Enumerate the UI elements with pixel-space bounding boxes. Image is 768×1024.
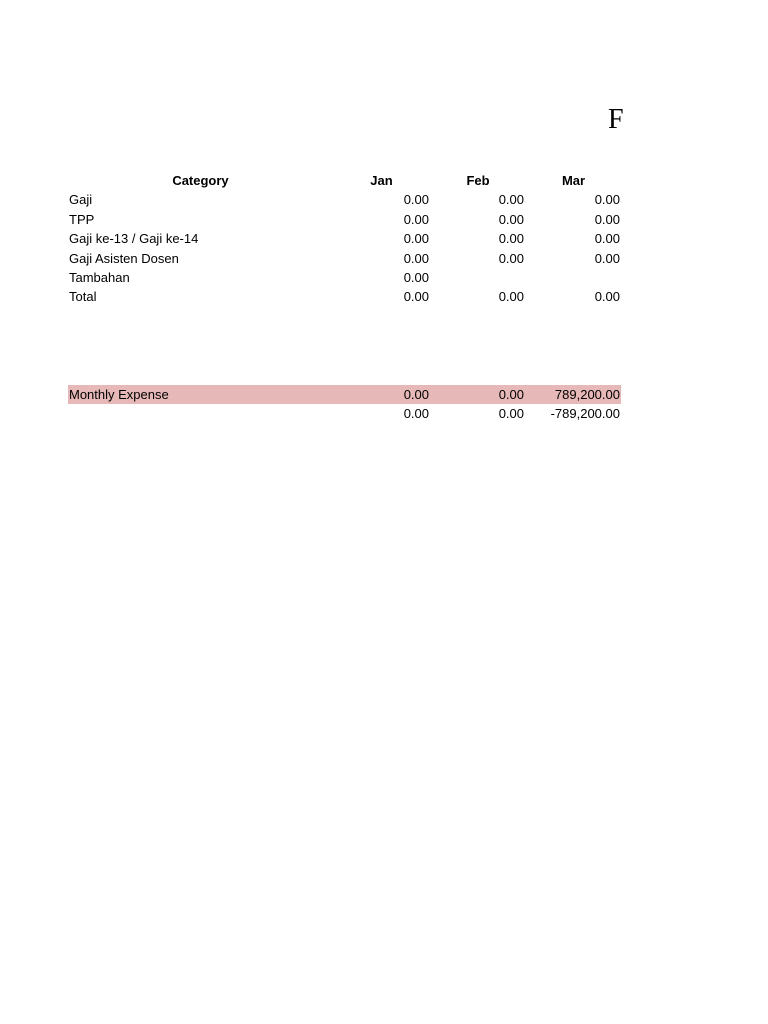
row-feb: 0.00 [498, 250, 524, 266]
row-mar: 0.00 [594, 250, 620, 266]
balance-feb: 0.00 [498, 406, 524, 422]
row-mar: 0.00 [594, 289, 620, 305]
header-feb: Feb [466, 173, 490, 188]
row-jan: 0.00 [403, 289, 429, 305]
balance-jan: 0.00 [403, 406, 429, 422]
expense-jan: 0.00 [403, 386, 429, 402]
row-category: Gaji [69, 192, 93, 208]
balance-label [69, 404, 329, 423]
header-jan: Jan [370, 173, 393, 188]
header-mar: Mar [561, 173, 586, 188]
row-category: Total [69, 289, 97, 305]
header-category: Category [172, 173, 229, 188]
expense-feb: 0.00 [498, 386, 524, 402]
table-row [68, 268, 621, 287]
row-mar [524, 268, 620, 287]
row-feb: 0.00 [498, 192, 524, 208]
table-row [68, 229, 621, 248]
balance-row [68, 404, 621, 423]
report-title-fragment: F [608, 104, 624, 135]
table-row [68, 190, 621, 209]
income-table [68, 171, 621, 424]
row-feb: 0.00 [498, 211, 524, 227]
row-feb [429, 268, 524, 287]
row-category: Tambahan [69, 269, 130, 285]
row-mar: 0.00 [594, 192, 620, 208]
row-jan: 0.00 [403, 269, 429, 285]
row-category: Gaji ke-13 / Gaji ke-14 [69, 231, 199, 247]
table-row [68, 210, 621, 229]
expense-mar: 789,200.00 [554, 386, 620, 402]
blank-rows [68, 307, 621, 385]
table-row [68, 249, 621, 268]
table-header-row [68, 171, 621, 190]
row-category: TPP [69, 211, 95, 227]
monthly-expense-row [68, 385, 621, 404]
row-mar: 0.00 [594, 211, 620, 227]
row-jan: 0.00 [403, 250, 429, 266]
total-row [68, 287, 621, 306]
row-mar: 0.00 [594, 231, 620, 247]
row-jan: 0.00 [403, 192, 429, 208]
row-feb: 0.00 [498, 289, 524, 305]
balance-mar: -789,200.00 [550, 406, 620, 422]
row-jan: 0.00 [403, 211, 429, 227]
row-category: Gaji Asisten Dosen [69, 250, 179, 266]
expense-label: Monthly Expense [69, 386, 169, 402]
row-feb: 0.00 [498, 231, 524, 247]
row-jan: 0.00 [403, 231, 429, 247]
